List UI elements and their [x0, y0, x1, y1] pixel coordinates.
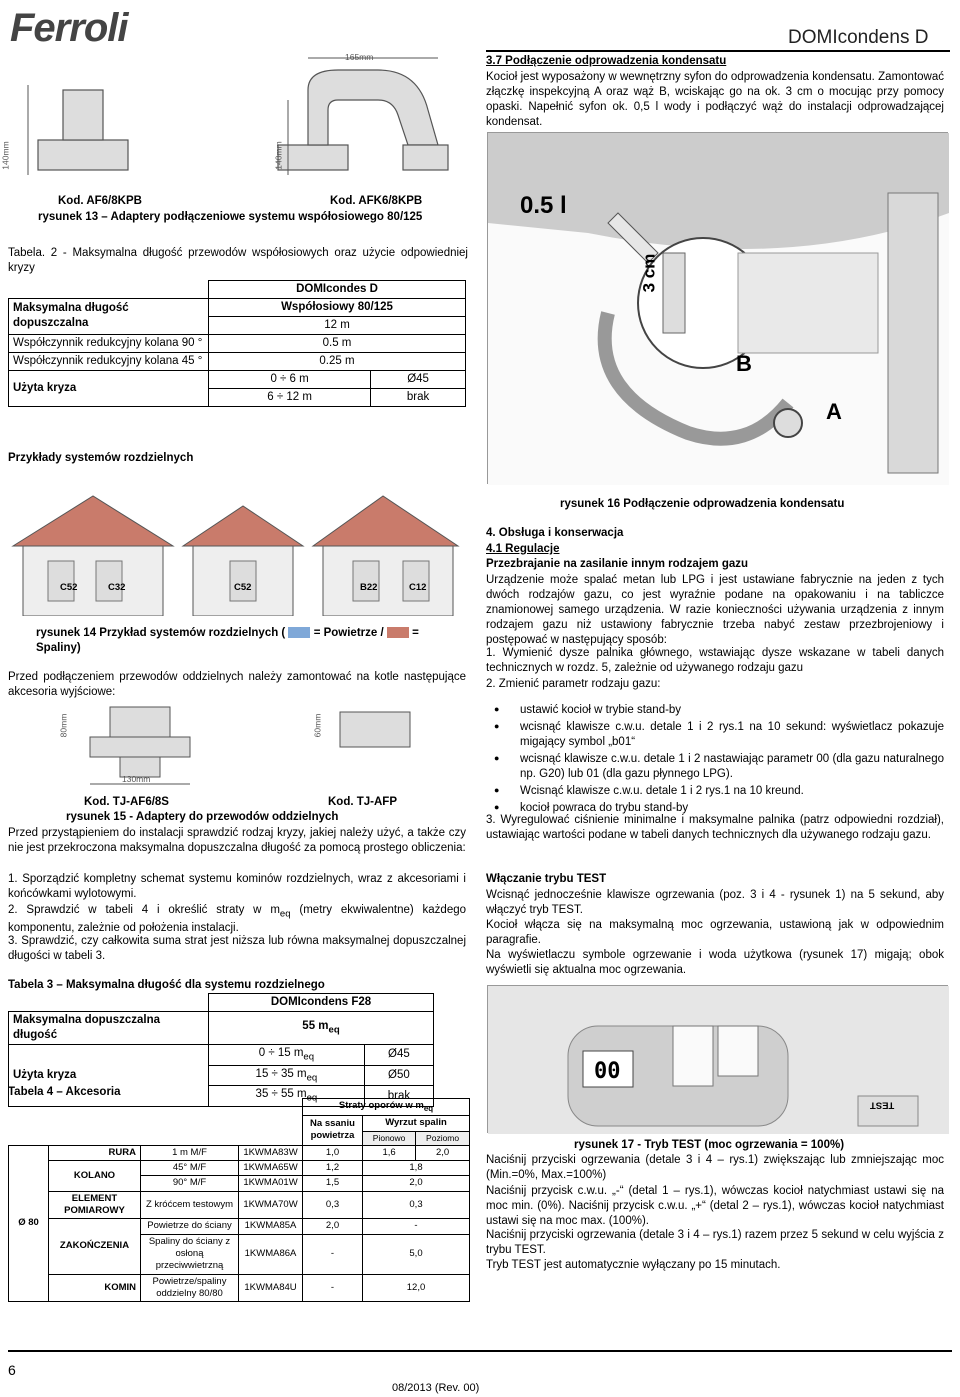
table4-a: 1,0 — [303, 1145, 363, 1160]
table4-v: 1,6 — [363, 1145, 416, 1160]
table4-desc: 90° M/F — [141, 1176, 239, 1191]
test-title: Włączanie trybu TEST — [486, 873, 607, 885]
table2-r3-label: Współczynnik redukcyjny kolana 45 ° — [9, 352, 209, 370]
table3-header: DOMIcondens F28 — [209, 994, 434, 1012]
s4-step2: 2. Zmienić parametr rodzaju gazu: — [486, 678, 661, 690]
footer-rule — [8, 1350, 952, 1352]
table2-r4-b1: Ø45 — [371, 370, 466, 388]
table4-v: 1,8 — [363, 1160, 470, 1175]
flue-swatch — [387, 627, 409, 638]
table2-r1-label: Maksymalna długość dopuszczalna — [9, 298, 209, 334]
table2-r1-val: 12 m — [209, 316, 466, 334]
table4-diameter: Ø 80 — [9, 1145, 49, 1302]
table3-val-0: Ø45 — [364, 1044, 433, 1065]
table3-val-1: Ø50 — [364, 1065, 433, 1086]
check-p3b: (metry ekwiwalentne) każdego komponentu, zależnie od położenia instalacji. — [8, 904, 467, 934]
s4-bullet-2: ● wcisnąć klawisze c.w.u. detale 1 i 2 nastawiając parametr 00 (dla gazu naturalnego np. G20) lub 01 (dla gazu płynnego LPG). — [486, 752, 944, 782]
table4-code: 1KWMA65W — [239, 1160, 303, 1175]
fig15-dim-h1: 80mm — [58, 713, 69, 738]
s4-bullet-3: ● Wcisnąć klawisze c.w.u. detale 1 i 2 rys.1 na 10 kreund. — [486, 784, 944, 799]
table2-r4-a1: 0 ÷ 6 m — [209, 370, 371, 388]
s4-bullet-1: ● wcisnąć klawisze c.w.u. detale 1 i 2 rys.1 na 10 sekund: wyświetlacz pokazuje migający symbol „b01“ — [486, 720, 944, 750]
fig16-label-B: B — [736, 351, 752, 376]
table4-code: 1KWMA83W — [239, 1145, 303, 1160]
check-p3-sub: eq — [279, 908, 291, 920]
table4-caption: Tabela 4 – Akcesoria — [8, 1086, 121, 1098]
table3-r1-val: 55 $m_{eq}$ — [209, 1011, 434, 1044]
fig13-dim-width: 165mm — [345, 52, 374, 62]
check-p2: 1. Sporządzić kompletny schemat systemu kominów rozdzielnych, wraz z akcesoriami i końcówkami wylotowymi. — [8, 873, 466, 900]
table3-val-2: brak — [364, 1086, 433, 1107]
ferroli-logo: Ferroli — [10, 6, 128, 50]
table4-h: 2,0 — [416, 1145, 470, 1160]
test-p3: Na wyświetlaczu symbole ogrzewanie i woda użytkowa (rysunek 17) migają; obok wyświetli się aktualna moc ogrzewania. — [486, 949, 944, 976]
table4-g0-name: RURA — [49, 1145, 141, 1160]
table4-a: - — [303, 1234, 363, 1274]
table4-code: 1KWMA70W — [239, 1191, 303, 1219]
table4-h-losses: Straty oporów w $m_{eq}$ — [303, 1099, 470, 1116]
test-p5: Naciśnij przycisk c.w.u. „-“ (detal 1 – rys.1), wówczas kocioł natychmiast ustawi się na moc min. (0%). Naciśnij przycisk c.w.u. „+“ (detal 2 – rys.1), wówczas kocioł natychmiast ustawi się na moc max. (100%). — [486, 1185, 944, 1227]
fig14-caption — [36, 626, 456, 656]
s4-step1: 1. Wymienić dysze palnika głównego, wstawiając dysze wskazane w tabeli danych technicznych w rozdz. 5, zależnie od używanego rodzaju gazu — [486, 647, 944, 674]
fig16-label-A: A — [826, 399, 842, 424]
table4-code: 1KWMA85A — [239, 1219, 303, 1234]
table4-v: - — [363, 1219, 470, 1234]
table3-r2-label: Użyta kryza — [9, 1044, 209, 1106]
fig13-caption: rysunek 13 – Adaptery podłączeniowe systemu współosiowego 80/125 — [38, 211, 423, 223]
fig17-caption: rysunek 17 - Tryb TEST (moc ogrzewania = 100%) — [574, 1139, 845, 1151]
check-p4: 3. Sprawdzić, czy całkowita suma strat jest niższa lub równa maksymalnej dopuszczalnej długości w tabeli 3. — [8, 935, 466, 962]
table4-desc: 1 m M/F — [141, 1145, 239, 1160]
table4-v: 0,3 — [363, 1191, 470, 1219]
fig15-dim-h2: 60mm — [312, 713, 323, 738]
table4-desc: 45° M/F — [141, 1160, 239, 1175]
table4-h-horiz: Poziomo — [416, 1131, 470, 1145]
fig13-dim-h2: 140mm — [273, 141, 284, 170]
table4-a: 1,5 — [303, 1176, 363, 1191]
table4-code: 1KWMA84U — [239, 1274, 303, 1302]
s4-bullet-0: ● ustawić kocioł w trybie stand-by — [486, 703, 944, 718]
fig16-caption: rysunek 16 Podłączenie odprowadzenia kondensatu — [560, 498, 845, 510]
table3-range-1: 15 ÷ 35 $m_{eq}$ — [209, 1065, 365, 1086]
s37-title: 3.7 Podłączenie odprowadzenia kondensatu — [486, 55, 727, 67]
table3-range-2: 35 ÷ 55 $m_{eq}$ — [209, 1086, 365, 1107]
table2-r3-val: 0.25 m — [209, 352, 466, 370]
s37-body: Kocioł jest wyposażony w wewnętrzny syfon do odprowadzenia kondensatu. Zamontować złączkę inspekcyjną A oraz wąż B, wciskając go na ok. 3 cm o mocując przy pomocy opaski. Napełnić syfon ok. 0,5 l wody i podłączyć wąż do instalacji odprowadzającej kondensat. — [486, 71, 944, 128]
fig14-label-c32: C32 — [108, 582, 126, 593]
fig13-dim-h1: 140mm — [0, 141, 11, 170]
table2 — [8, 280, 466, 407]
s4-conv-title: Przezbrajanie na zasilanie innym rodzajem gazu — [486, 558, 749, 570]
table2-r4-a2: 6 ÷ 12 m — [209, 388, 371, 406]
fig13-illustration — [8, 50, 478, 180]
table4-code: 1KWMA86A — [239, 1234, 303, 1274]
air-swatch — [288, 627, 310, 638]
fig15-illustration — [60, 702, 440, 792]
page-number: 6 — [8, 1362, 16, 1378]
s41-title: 4.1 Regulacje — [486, 543, 560, 555]
fig14-label-b22: B22 — [360, 582, 378, 593]
accessories-intro: Przed podłączeniem przewodów oddzielnych należy zamontować na kotle następujące akcesoria wyjściowe: — [8, 671, 466, 698]
product-name: DOMIcondens D — [788, 27, 929, 48]
s4-conv-body: Urządzenie może spalać metan lub LPG i jest ustawiane fabrycznie na jeden z tych dwóch rodzajów gazu, co jest wyraźnie podane na opakowaniu i na tabliczce znamionowej samego urządzenia. W razie konieczności używania urządzenia z innym rodzajem gazu niż ustawiony fabrycznie trzeba nabyć zestaw przezbrojeniowy i postępować w następujący sposób: — [486, 574, 944, 646]
table4-code: 1KWMA01W — [239, 1176, 303, 1191]
fig17-test-tag: TEST — [870, 1099, 895, 1111]
table4-h-exhaust: Wyrzut spalin — [363, 1116, 470, 1131]
table4-a: 1,2 — [303, 1160, 363, 1175]
table4-g1-name: KOLANO — [49, 1160, 141, 1191]
s4-bullets — [486, 703, 944, 818]
table2-r2-label: Współczynnik redukcyjny kolana 90 ° — [9, 334, 209, 352]
fig14-label-c12: C12 — [409, 582, 427, 593]
fig16-volume-label: 0.5 l — [520, 192, 567, 219]
test-p4: Naciśnij przyciski ogrzewania (detale 3 i 4 – rys.1) zwiększając lub zmniejszając moc (Min.=0%, Max.=100%) — [486, 1154, 944, 1181]
table4-h-intake: Na ssaniu powietrza — [303, 1116, 363, 1145]
fig14-label-c52b: C52 — [234, 582, 252, 593]
table4-desc: Powietrze do ściany — [141, 1219, 239, 1234]
fig15-code2: Kod. TJ-AFP — [328, 796, 397, 808]
fig16-illustration — [487, 132, 948, 484]
fig13-code1: Kod. AF6/8KPB — [58, 195, 142, 207]
table4-v: 2,0 — [363, 1176, 470, 1191]
fig13-code2: Kod. AFK6/8KPB — [330, 195, 423, 207]
fig14-caption-d: Spaliny) — [36, 641, 81, 654]
test-p2: Kocioł włącza się na maksymalną moc ogrzewania, ustawioną jak w odpowiednim paragrafie. — [486, 919, 944, 946]
fig15-caption: rysunek 15 - Adaptery do przewodów oddzielnych — [66, 811, 339, 823]
table4-g3-name: ZAKOŃCZENIA — [49, 1219, 141, 1274]
table3-r1-label: Maksymalna dopuszczalna długość — [9, 1011, 209, 1044]
fig15-code1: Kod. TJ-AF6/8S — [84, 796, 169, 808]
s4-bullet-4: ● kocioł powraca do trybu stand-by — [486, 801, 944, 816]
fig14-caption-c: = — [412, 627, 419, 639]
table4-desc: Spaliny do ściany z osłoną przeciwwietrzną — [141, 1234, 239, 1274]
table2-r4-label: Użyta kryza — [9, 370, 209, 406]
fig14-illustration — [8, 476, 466, 616]
check-p3 — [8, 903, 466, 936]
fig15-dim-w: 130mm — [122, 774, 151, 784]
table2-r2-val: 0.5 m — [209, 334, 466, 352]
table2-h1: DOMIcondes D — [209, 281, 466, 299]
s4-step3: 3. Wyregulować ciśnienie minimalne i maksymalne palnika (patrz odpowiedni rozdział), ustawiając wartości podane w tabeli danych technicznych dla używanego rodzaju gazu. — [486, 814, 944, 841]
fig14-caption-a: rysunek 14 Przykład systemów rozdzielnych ( — [36, 627, 286, 639]
table4-h-vert: Pionowo — [363, 1131, 416, 1145]
table2-r4-b2: brak — [371, 388, 466, 406]
test-p6: Naciśnij przyciski ogrzewania (detale 3 i 4 – rys.1) razem przez 5 sekund w celu wyjścia z trybu TEST. — [486, 1229, 944, 1256]
test-p7: Tryb TEST jest automatycznie wyłączany po 15 minutach. — [486, 1259, 781, 1271]
table4-a: 0,3 — [303, 1191, 363, 1219]
fig17-illustration — [487, 985, 948, 1133]
table4-a: 2,0 — [303, 1219, 363, 1234]
table4-a: - — [303, 1274, 363, 1302]
s4-title: 4. Obsługa i konserwacja — [486, 527, 624, 539]
table4-desc: Powietrze/spaliny oddzielny 80/80 — [141, 1274, 239, 1302]
fig16-cm-label: 3 cm — [639, 253, 659, 293]
table4-g4-name: KOMIN — [49, 1274, 141, 1302]
fig17-display-digits: 00 — [594, 1059, 621, 1084]
test-p1: Wcisnąć jednocześnie klawisze ogrzewania (poz. 3 i 4 - rysunek 1) na 5 sekund, aby włączyć tryb TEST. — [486, 889, 944, 916]
table4 — [8, 1098, 470, 1302]
examples-title: Przykłady systemów rozdzielnych — [8, 452, 194, 464]
fig14-caption-b: = Powietrze / — [313, 627, 384, 639]
fig14-label-c52a: C52 — [60, 582, 78, 593]
table4-v: 12,0 — [363, 1274, 470, 1302]
table4-g2-name: ELEMENT POMIAROWY — [49, 1191, 141, 1219]
table2-h2: Współosiowy 80/125 — [209, 298, 466, 316]
check-p3a: 2. Sprawdzić w tabeli 4 i określić straty w m — [8, 904, 280, 916]
table4-v: 5,0 — [363, 1234, 470, 1274]
header-rule — [486, 50, 950, 52]
table2-caption: Tabela. 2 - Maksymalna długość przewodów współosiowych oraz użycie odpowiedniej kryzy — [8, 247, 468, 274]
table4-desc: Z króćcem testowym — [141, 1191, 239, 1219]
check-p1: Przed przystąpieniem do instalacji sprawdzić rodzaj kryzy, jakiej należy użyć, a także czy nie jest przekroczona maksymalna dopuszczalna długość za pomocą prostego obliczenia: — [8, 827, 466, 854]
footer-date: 08/2013 (Rev. 00) — [392, 1382, 480, 1394]
table3-caption: Tabela 3 – Maksymalna długość dla systemu rozdzielnego — [8, 979, 325, 991]
table3-range-0: 0 ÷ 15 $m_{eq}$ — [209, 1044, 365, 1065]
